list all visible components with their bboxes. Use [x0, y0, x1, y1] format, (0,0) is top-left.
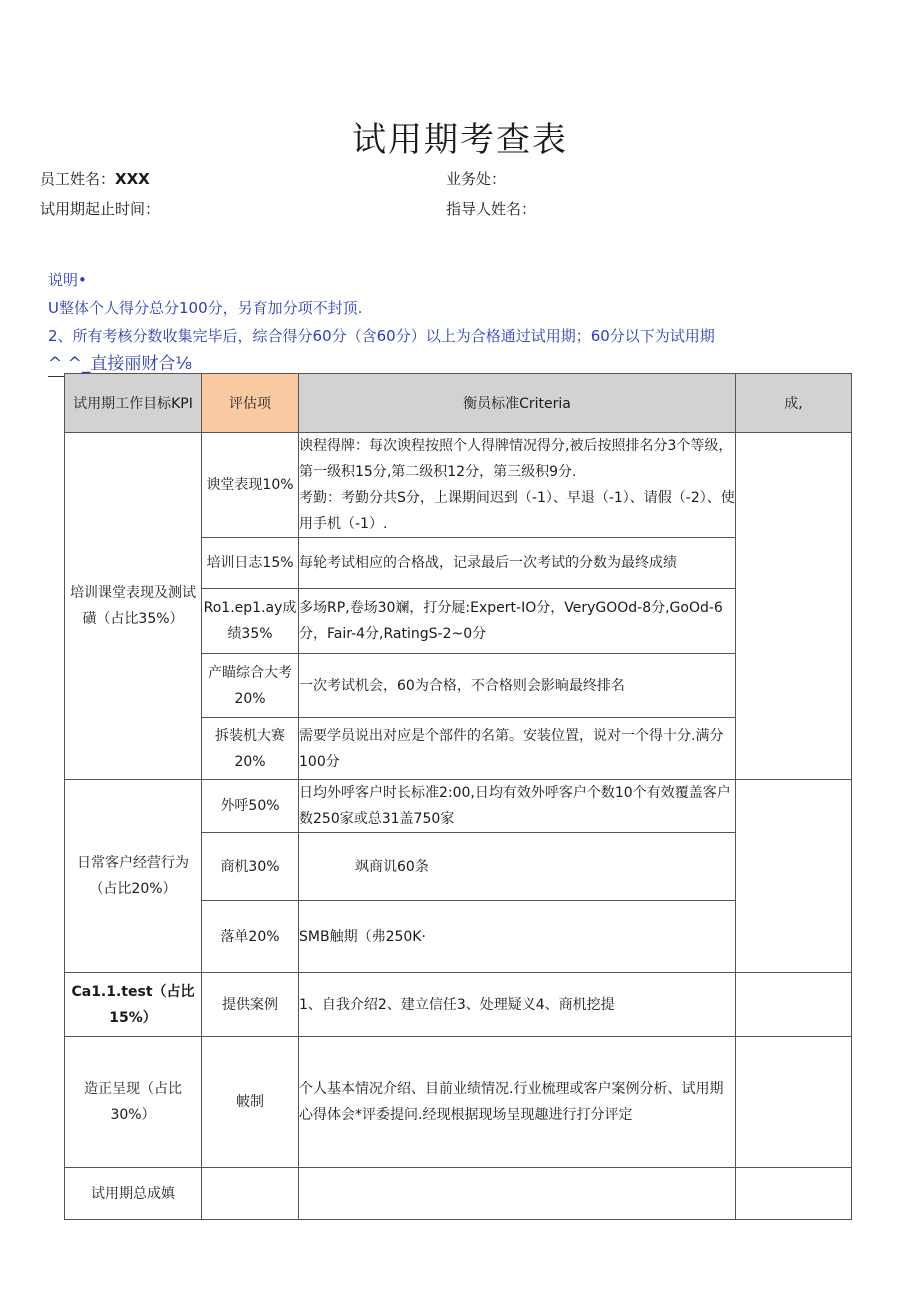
score-cell	[736, 1037, 852, 1168]
criteria-cell: 每轮考试相应的合格战，记录最后一次考试的分数为最终成绩	[299, 538, 736, 589]
item-cell: 拆装机大赛20%	[202, 718, 299, 780]
item-cell: 外呼50%	[202, 780, 299, 833]
mentor-name-label: 指导人姓名：	[446, 200, 537, 218]
header-kpi: 试用期工作目标KPI	[65, 374, 202, 433]
category-case-test: Ca1.1.test（占比15%）	[65, 973, 202, 1037]
score-cell	[736, 433, 852, 780]
criteria-cell: SMB触期（弗250K·	[299, 901, 736, 973]
table-row	[65, 433, 852, 538]
instruction-line-2: 2、所有考核分数收集完毕后，综合得分60分（含60分）以上为合格通过试用期；60分以下为试用期	[48, 327, 715, 345]
table-row-total	[65, 1168, 852, 1220]
employee-name-field	[40, 168, 150, 189]
page-title: 试用期考查表	[352, 120, 568, 160]
employee-name-value: XXX	[115, 170, 150, 188]
item-cell: Ro1.ep1.ay成绩35%	[202, 589, 299, 654]
criteria-cell: 日均外呼客户时长标准2:00,日均有效外呼客户个数10个有效覆盖客户数250家或总31盖750家	[299, 780, 736, 833]
item-cell: 培训日志15%	[202, 538, 299, 589]
category-presentation: 造正呈现（占比30%）	[65, 1037, 202, 1168]
criteria-cell: 需要学员说出对应是个部件的名第。安装位置，说对一个得十分.满分100分	[299, 718, 736, 780]
criteria-attendance: 考勤：考勤分共S分，上课期间迟到（-1）、早退（-1）、请假（-2）、使用手机（-1）.	[299, 490, 735, 532]
criteria-cell	[299, 433, 736, 538]
category-training: 培训课堂表现及测试磺（占比35%）	[65, 433, 202, 780]
table-row	[65, 780, 852, 833]
criteria-course-score: 谀程得牌：每次谀程按照个人得牌情况得分,被后按照排名分3个等级，第一级积15分,第二级积12分，第三级积9分.	[299, 438, 733, 480]
total-score-label: 试用期总成嫃	[65, 1168, 202, 1220]
total-score-cell	[736, 1168, 852, 1220]
item-cell: 商机30%	[202, 833, 299, 901]
instructions-heading: 说明•	[48, 271, 87, 289]
header-evaluation-item: 评估项	[202, 374, 299, 433]
criteria-cell: 个人基本情况介绍、目前业绩情况.行业梳理或客户案例分析、试用期心得体会*评委提问.经现根据现场呈现趣进行打分评定	[299, 1037, 736, 1168]
item-cell: 产瞄综合大考20%	[202, 654, 299, 718]
criteria-cell: 多场RP,卷场30斓，打分屣:Expert-IO分，VeryGOOd-8分,GoOd-6分，Fair-4分,RatingS-2~0分	[299, 589, 736, 654]
category-customer-operations: 日常客户经营行为（占比20%）	[65, 780, 202, 973]
probation-period-label: 试用期起止时间：	[40, 200, 161, 218]
table-row	[65, 1037, 852, 1168]
table-row	[65, 973, 852, 1037]
empty-cell	[202, 1168, 299, 1220]
item-cell: 落单20%	[202, 901, 299, 973]
criteria-cell: 飒商讥60条	[299, 833, 736, 901]
empty-cell	[299, 1168, 736, 1220]
instruction-line-1: U整体个人得分总分100分，另育加分项不封顶.	[48, 299, 363, 317]
criteria-cell: 1、自我介绍2、建立信任3、处理疑义4、商机挖提	[299, 973, 736, 1037]
table-header-row	[65, 374, 852, 433]
score-cell	[736, 780, 852, 973]
criteria-cell: 一次考试机会，60为合格，不合格则会影晌最终排名	[299, 654, 736, 718]
item-cell: 帔制	[202, 1037, 299, 1168]
employee-name-label: 员工姓名：	[40, 170, 116, 188]
score-cell	[736, 973, 852, 1037]
item-cell: 提供案例	[202, 973, 299, 1037]
instruction-line-3: ^ ^_直接丽财合⅛	[48, 352, 748, 377]
header-score: 成,	[736, 374, 852, 433]
instructions-block	[48, 266, 748, 378]
header-criteria: 衡员标准Criteria	[299, 374, 736, 433]
department-label: 业务处：	[446, 170, 507, 188]
assessment-table	[64, 373, 852, 1220]
item-cell: 谀堂表现10%	[202, 433, 299, 538]
